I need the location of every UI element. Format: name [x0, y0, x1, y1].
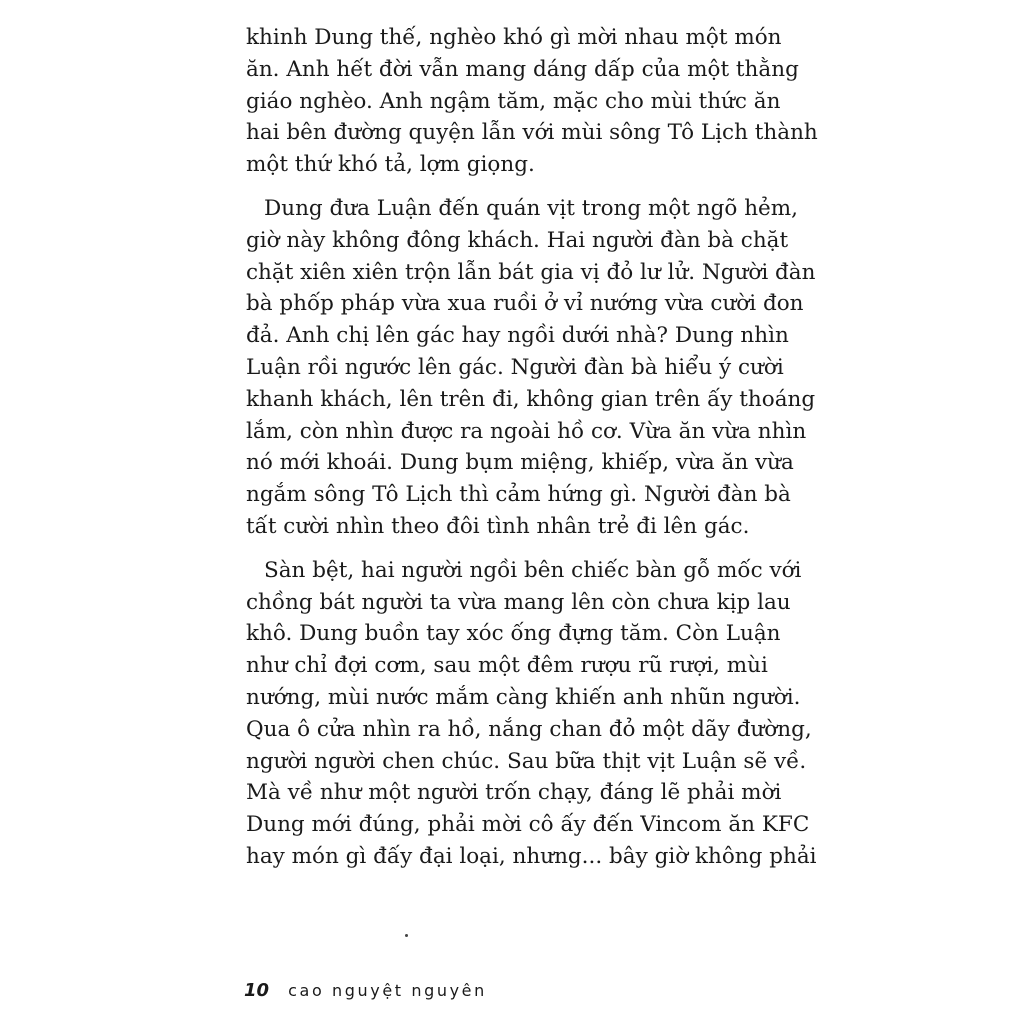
paragraph-2: [246, 193, 816, 543]
text-line: người người chen chúc. Sau bữa thịt vịt Luận sẽ về.: [246, 748, 807, 774]
text-line: chồng bát người ta vừa mang lên còn chưa kịp lau: [246, 589, 791, 615]
text-line: bà phốp pháp vừa xua ruồi ở vỉ nướng vừa cười đon: [246, 291, 804, 317]
text-line: khinh Dung thế, nghèo khó gì mời nhau một món: [246, 25, 782, 50]
paragraph-3: [246, 555, 817, 873]
text-line: nướng, mùi nước mắm càng khiến anh nhũn người.: [246, 684, 801, 710]
text-line: một thứ khó tả, lợm giọng.: [246, 152, 535, 178]
text-line: Luận rồi ngước lên gác. Người đàn bà hiểu ý cười: [246, 354, 784, 380]
text-line: tất cười nhìn theo đôi tình nhân trẻ đi lên gác.: [246, 513, 750, 539]
text-line: Sàn bệt, hai người ngồi bên chiếc bàn gỗ mốc với: [264, 557, 802, 583]
text-line: hay món gì đấy đại loại, nhưng... bây giờ không phải: [246, 843, 817, 869]
text-line: lắm, còn nhìn được ra ngoài hồ cơ. Vừa ăn vừa nhìn: [246, 418, 807, 444]
paragraph-1: [246, 22, 818, 181]
ink-speck: [405, 934, 408, 937]
text-line: ăn. Anh hết đời vẫn mang dáng dấp của một thằng: [246, 56, 799, 82]
text-line: khanh khách, lên trên đi, không gian trên ấy thoáng: [246, 386, 816, 412]
text-line: hai bên đường quyện lẫn với mùi sông Tô Lịch thành: [246, 120, 818, 146]
text-line: khô. Dung buồn tay xóc ống đựng tăm. Còn Luận: [246, 621, 781, 647]
text-line: đả. Anh chị lên gác hay ngồi dưới nhà? Dung nhìn: [246, 323, 789, 349]
text-line: giáo nghèo. Anh ngậm tăm, mặc cho mùi thức ăn: [246, 88, 781, 114]
text-line: Mà về như một người trốn chạy, đáng lẽ phải mời: [246, 780, 782, 806]
text-line: Qua ô cửa nhìn ra hồ, nắng chan đỏ một dãy đường,: [246, 716, 812, 742]
page-footer: [244, 980, 487, 1001]
text-line: giờ này không đông khách. Hai người đàn bà chặt: [246, 227, 789, 253]
text-line: như chỉ đợi cơm, sau một đêm rượu rũ rượi, mùi: [246, 653, 768, 679]
text-line: Dung mới đúng, phải mời cô ấy đến Vincom ăn KFC: [246, 812, 810, 838]
text-line: chặt xiên xiên trộn lẫn bát gia vị đỏ lư lử. Người đàn: [246, 259, 816, 285]
author-name: cao nguyệt nguyên: [288, 981, 487, 1000]
text-line: ngắm sông Tô Lịch thì cảm hứng gì. Người đàn bà: [246, 482, 791, 508]
body-text: [246, 22, 818, 873]
page-number: 10: [244, 980, 270, 1001]
text-line: nó mới khoái. Dung bụm miệng, khiếp, vừa ăn vừa: [246, 450, 794, 476]
text-line: Dung đưa Luận đến quán vịt trong một ngõ hẻm,: [264, 195, 798, 221]
